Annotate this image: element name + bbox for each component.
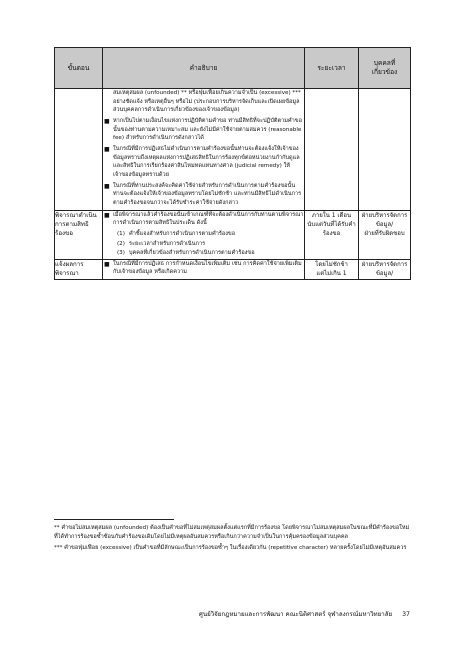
bullet-item (103, 182, 304, 208)
numbered-item (103, 240, 304, 249)
bullet-item (103, 260, 304, 277)
step-cell: แจ้งผลการพิจารณา (55, 259, 103, 279)
bullet-item (103, 117, 304, 143)
numbered-text: ระยะเวลาสำหรับการดำเนินการ (129, 240, 206, 247)
responsible-cell (359, 210, 411, 259)
responsible-cell (359, 89, 411, 211)
duration-cell (305, 89, 359, 211)
bullet-item (103, 211, 304, 228)
footnote-divider (54, 519, 174, 520)
header-description: คำอธิบาย (103, 48, 305, 89)
page-footer (54, 609, 410, 619)
responsible-cell: ฝ่ายบริหารจัดการข้อมูล/ (359, 259, 411, 279)
table-row (55, 89, 411, 211)
bullet-icon: ■ (104, 117, 110, 125)
numbered-text: บุคคลที่เกี่ยวข้องสำหรับการดำเนินการตามคำร้องขอ (129, 250, 255, 257)
table-row (55, 259, 411, 279)
step-cell (55, 89, 103, 211)
header-duration: ระยะเวลา (305, 48, 359, 89)
numbered-item (103, 249, 304, 258)
numbered-text: คำชี้แจงสำหรับการดำเนินการตามคำร้องขอ (129, 230, 236, 237)
duration-text: ภายใน 1 เดือน นับแต่วันที่ได้รับคำร้องขอ (307, 211, 356, 237)
bullet-icon: ■ (104, 260, 110, 268)
numbered-item (103, 230, 304, 239)
bullet-icon: ■ (104, 145, 110, 153)
page-number: 37 (402, 611, 410, 618)
footnote: ** คำขอไม่สมเหตุสมผล (unfounded) ต้องเป็นคำขอที่ไม่สมเหตุสมผลตั้งแต่แรกที่มีการร้องขอ โดยพิจารณาไม่สมเหตุสมผลในขณะที่มีคำร้องขอใหม่ที่ได้ทำการร้องขอซ้ำซ้อนกับคำร้องขอเดิมโดยไม่มีเหตุผลอันสมควรหรือเกินกว่าความจำเป็นในการคุ้มครองข้อมูลส่วนบุคคล (54, 525, 410, 540)
description-cell (103, 259, 305, 279)
continued-text: สมเหตุสมผล (unfounded) ** หรือฟุ่มเฟือยเกินความจำเป็น (excessive) *** อย่างชัดแจ้ง หรือเหตุอื่นๆ หรือไม่ (ประกอบการบริหารจัดเก็บและเปิดเผยข้อมูลส่วนบุคคลการดำเนินการเกี่ยวข้องของเจ้าของข้อมูล) (113, 90, 301, 114)
bullet-text: หากเป็นไปตามเงื่อนไขแห่งการปฏิบัติตามคำขอ ท่านมีสิทธิที่จะปฏิบัติตามคำขอนั้นของท่านตามความเหมาะสม และยังไม่มีค่าใช้จ่ายตามสมควร (reasonable fee) สำหรับการดำเนินการดังกล่าวได้ (113, 117, 302, 142)
table-row (55, 210, 411, 259)
header-responsible (359, 48, 411, 89)
description-cell (103, 210, 305, 259)
bullet-item (103, 145, 304, 180)
footer-text: ศูนย์วิจัยกฎหมายและการพัฒนา คณะนิติศาสตร์ จุฬาลงกรณ์มหาวิทยาลัย (198, 611, 393, 618)
bullet-icon: ■ (104, 182, 110, 190)
footnotes (54, 524, 410, 556)
duration-cell (305, 259, 359, 279)
footnote: *** คำขอฟุ่มเฟือย (excessive) เป็นคำขอที่มีลักษณะเป็นการร้องขอซ้ำๆ ในเรื่องเดียวกัน (repetitive character) หลายครั้งโดยไม่มีเหตุอันสมควร (54, 545, 407, 552)
duration-text: โดยไม่ชักช้า แต่ไม่เกิน 1 (315, 260, 348, 277)
header-responsible-text: บุคคลที่ เกี่ยวข้อง (371, 59, 398, 76)
bullet-text: ในกรณีที่ท่านประสงค์จะคิดค่าใช้จ่ายสำหรับการดำเนินการตามคำร้องขอนั้น ท่านจะต้องแจ้งให้เจ้าของข้อมูลทราบโดยไม่ชักช้า และท่านมีสิทธิไม่ดำเนินการตามคำร้องขอจนกว่าจะได้รับชำระค่าใช้จ่ายดังกล่าว (113, 182, 302, 206)
item-number: (2) (117, 240, 125, 247)
responsible-text: ฝ่ายบริหารจัดการข้อมูล/ ฝ่ายที่รับผิดชอบ (361, 211, 408, 237)
description-cell (103, 89, 305, 211)
bullet-icon: ■ (104, 211, 110, 219)
bullet-text: ในกรณีที่มีการปฏิเสธไม่ดำเนินการตามคำร้องขอนั้นท่านจะต้องแจ้งให้เจ้าของข้อมูลทราบถึงเหตุผลแห่งการปฏิเสธสิทธิในการร้องทุกข์ต่อหน่วยงานกำกับดูแลและสิทธิในการเรียกร้องค่าสินไหมทดแทนทางศาล (judicial remedy) ให้เจ้าของข้อมูลทราบด้วย (113, 145, 300, 178)
bullet-text: ในกรณีที่มีการปฏิเสธ การกำหนดเงื่อนไขเพิ่มเติม เช่น การคิดค่าใช้จ่ายเพิ่มเติม กับเจ้าของข้อมูล หรือเกิดความ (113, 260, 302, 276)
step-cell: พิจารณาดำเนินการตามสิทธิร้องขอ (55, 210, 103, 259)
header-step: ขั้นตอน (55, 48, 103, 89)
table-header-row (55, 48, 411, 89)
duration-cell (305, 210, 359, 259)
item-number: (3) (117, 250, 125, 257)
bullet-text: เมื่อพิจารณาแล้วคำร้องขอนั้นเข้าเกณฑ์ที่จะต้องดำเนินการกับท่านตามพิจารณาการดำเนินการตามสิทธิในประเด็น ดังนี้ (113, 211, 304, 227)
procedure-table (54, 47, 411, 280)
item-number: (1) (117, 230, 125, 237)
